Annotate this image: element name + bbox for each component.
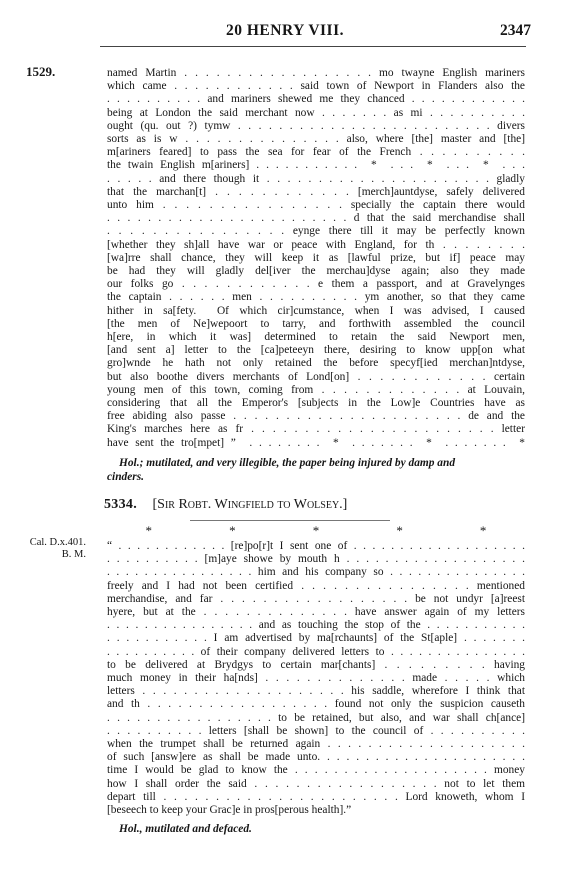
text-line: that the marchan[t] . . . . . . . . . . . . [merch]auntdyse, safely delivered — [107, 185, 525, 198]
text-line: letters . . . . . . . . . . . . . . . . . . . . his saddle, wherefore I think that — [107, 685, 525, 698]
star-mark: * — [312, 523, 320, 538]
omission-stars — [107, 523, 525, 539]
editorial-note-2: Hol., mutilated and defaced. — [119, 823, 252, 835]
text-line: [beseech to keep your Grac]e in pros[perous health].” — [107, 804, 352, 817]
letter-text-block-2 — [107, 540, 525, 817]
text-line: much money in their ha[nds] . . . . . . . . . . . . . . made . . . . . which — [107, 672, 525, 685]
editorial-note-1 — [107, 456, 525, 484]
text-line: young men of this town, coming from . . . . . . . . . . . . . at Louvain, — [107, 383, 525, 396]
text-line: hyere, but at the . . . . . . . . . . . . . . have answer again of my letters — [107, 606, 525, 619]
text-line: depart till . . . . . . . . . . . . . . . . . . . . . . . Lord knoweth, whom I — [107, 790, 525, 803]
text-line: unto him . . . . . . . . . . . . . . . . specially the captain there would — [107, 199, 525, 212]
text-line: merchandise, and far . . . . . . . . . . . . . . . . . . be not undyr [a]reest — [107, 592, 525, 605]
text-line: the captain . . . . . . men . . . . . . . . . . ym another, so that they came — [107, 291, 525, 304]
page-number: 2347 — [500, 22, 531, 39]
note-line: cinders. — [107, 471, 145, 483]
text-line: [wa]rre shall chance, they will keep it as [lawful prize, but if] peace may — [107, 251, 525, 264]
text-line: named Martin . . . . . . . . . . . . . . . . . . mo twayne English mariners — [107, 67, 525, 79]
text-line: [the men of Ne]wepoort to tarry, and forthwith assembled the council — [107, 317, 525, 330]
text-line: [and sent a] letter to the [ca]peteeyn there, desiring to know upp[on what — [107, 344, 525, 357]
text-line: King's marches here as fr . . . . . . . . . . . . . . . . . . . . . . . letter — [107, 423, 525, 436]
text-line: . . . . . . . . . . and mariners shewed me they chanced . . . . . . . . . . . . — [107, 93, 525, 106]
letter-text-block-1 — [107, 67, 525, 450]
text-line: sorts as is w . . . . . . . . . . . . . . . also, where [the] master and [the] — [107, 133, 525, 146]
text-line: free abiding also passe . . . . . . . . . . . . . . . . . . . . . . de and the — [107, 410, 525, 423]
entry-title: [Sir Robt. Wingfield to Wolsey.] — [152, 497, 348, 512]
text-line: . . . . . . . . . . . . . . . . and as touching the stop of the . . . . . . . . . . . — [107, 619, 525, 632]
text-line: considering that all the Emperor's [subjects in the Low]e Countries have as — [107, 397, 525, 410]
text-line: our folks go . . . . . . . . . . . . e them a passport, and at Gravelynges — [107, 278, 525, 291]
repository-reference: B. M. — [61, 549, 86, 560]
text-line: gro]wnde he hath not only retained the before specyf[ied merchan]ntdyse, — [107, 357, 525, 370]
star-mark: * — [229, 523, 236, 538]
text-line: . . . . . . . . . . letters [shall be shown] to the council of . . . . . . . . . . — [107, 724, 525, 737]
text-line: but also boothe divers merchants of Lond[on] . . . . . . . . . . . . certain — [107, 370, 525, 383]
manuscript-reference: Cal. D.x.401. — [29, 537, 86, 548]
text-line: . . . . . . . . . . . . . . . . eynge there till it may be perfectly known — [107, 225, 525, 238]
text-line: h[ere, in which it was] determined to retain the said Newport men, — [107, 331, 525, 344]
text-line: have sent the tro[mpet] ” . . . . . . . . * . . . . . . . * . . . . . . . * — [107, 436, 525, 449]
entry-rule — [190, 520, 390, 521]
margin-year: 1529. — [26, 64, 56, 79]
running-title: 20 HENRY VIII. — [226, 22, 344, 39]
page-header — [0, 22, 567, 42]
text-line: m[ariners feared] to pass the sea for fear of the French . . . . . . . . . . — [107, 146, 525, 159]
text-line: which came . . . . . . . . . . . . said town of Newport in Flanders also the — [107, 80, 525, 93]
entry-number: 5334. — [104, 497, 137, 512]
text-line: and th . . . . . . . . . . . . . . . . . . found not only the suspicion causeth — [107, 698, 525, 711]
text-line: . . . . . . . . . . . . . . . . . . . . . . . . d that the said merchandise shall — [107, 212, 525, 225]
header-rule — [100, 46, 526, 47]
text-line: how I shall order the said . . . . . . . . . . . . . . . . . . not to let them — [107, 777, 525, 790]
text-line: the twain English m[ariners] . . . . . . . . . . . * . . . * . . . * . . . — [107, 159, 525, 172]
star-mark: * — [145, 523, 153, 538]
text-line: [whether they sh]all have war or peace with England, for th . . . . . . . . — [107, 238, 525, 251]
entry-heading — [104, 497, 347, 513]
text-line: ought (qu. out ?) tymw . . . . . . . . . . . . . . . . . . . . . . . . . divers — [107, 119, 525, 132]
text-line: time I would be glad to know the . . . . . . . . . . . . . . . . . . . . money — [107, 764, 525, 777]
text-line: of such [answ]ere as shall be made unto. . . . . . . . . . . . . . . . . . . . . . — [107, 751, 525, 764]
text-line: “ . . . . . . . . . . . . [re]po[r]t I sent one of . . . . . . . . . . . . . . . . . . . — [107, 540, 525, 552]
text-line: be had they will gladly del[iver the merchau]dyse again; also they made — [107, 265, 525, 278]
text-line: to be delivered at Brydgys to certain mar[chants] . . . . . . . . . having — [107, 658, 525, 671]
text-line: . . . . . . . . . . . . . . . . . to be retained, but also, and war shall ch[ance] — [107, 711, 525, 724]
star-mark: * — [396, 523, 403, 538]
star-mark: * — [479, 523, 487, 538]
text-line: . . . . . . . . . . . I am advertised by ma[rchaunts] of the St[aple] . . . . . . . — [107, 632, 525, 645]
text-line: freely and I had not been certified . . . . . . . . . . . . . . . . mentioned — [107, 579, 525, 592]
text-line: . . . . . and there though it . . . . . . . . . . . . . . . . . . . . . . gladly — [107, 172, 525, 185]
text-line: being at London the said merchant now . . . . . . . as mi . . . . . . . . . . — [107, 106, 525, 119]
margin-reference — [28, 537, 86, 561]
text-line: . . . . . . . . . . [m]aye showe by mouth h . . . . . . . . . . . . . . . . . . . — [107, 553, 525, 566]
text-line: when the trumpet shall be returned again . . . . . . . . . . . . . . . . . . . . — [107, 738, 525, 751]
text-line: . . . . . . . . . . of their company delivered letters to . . . . . . . . . . . . . . . — [107, 645, 525, 658]
note-line: Hol.; mutilated, and very illegible, the paper being injured by damp and — [119, 457, 456, 469]
text-line: . . . . . . . . . . . . . . . . him and his company so . . . . . . . . . . . . . . . — [107, 566, 525, 579]
text-line: hither in sa[fety. Of which cir]cumstance, when I was advised, I caused — [107, 304, 525, 317]
